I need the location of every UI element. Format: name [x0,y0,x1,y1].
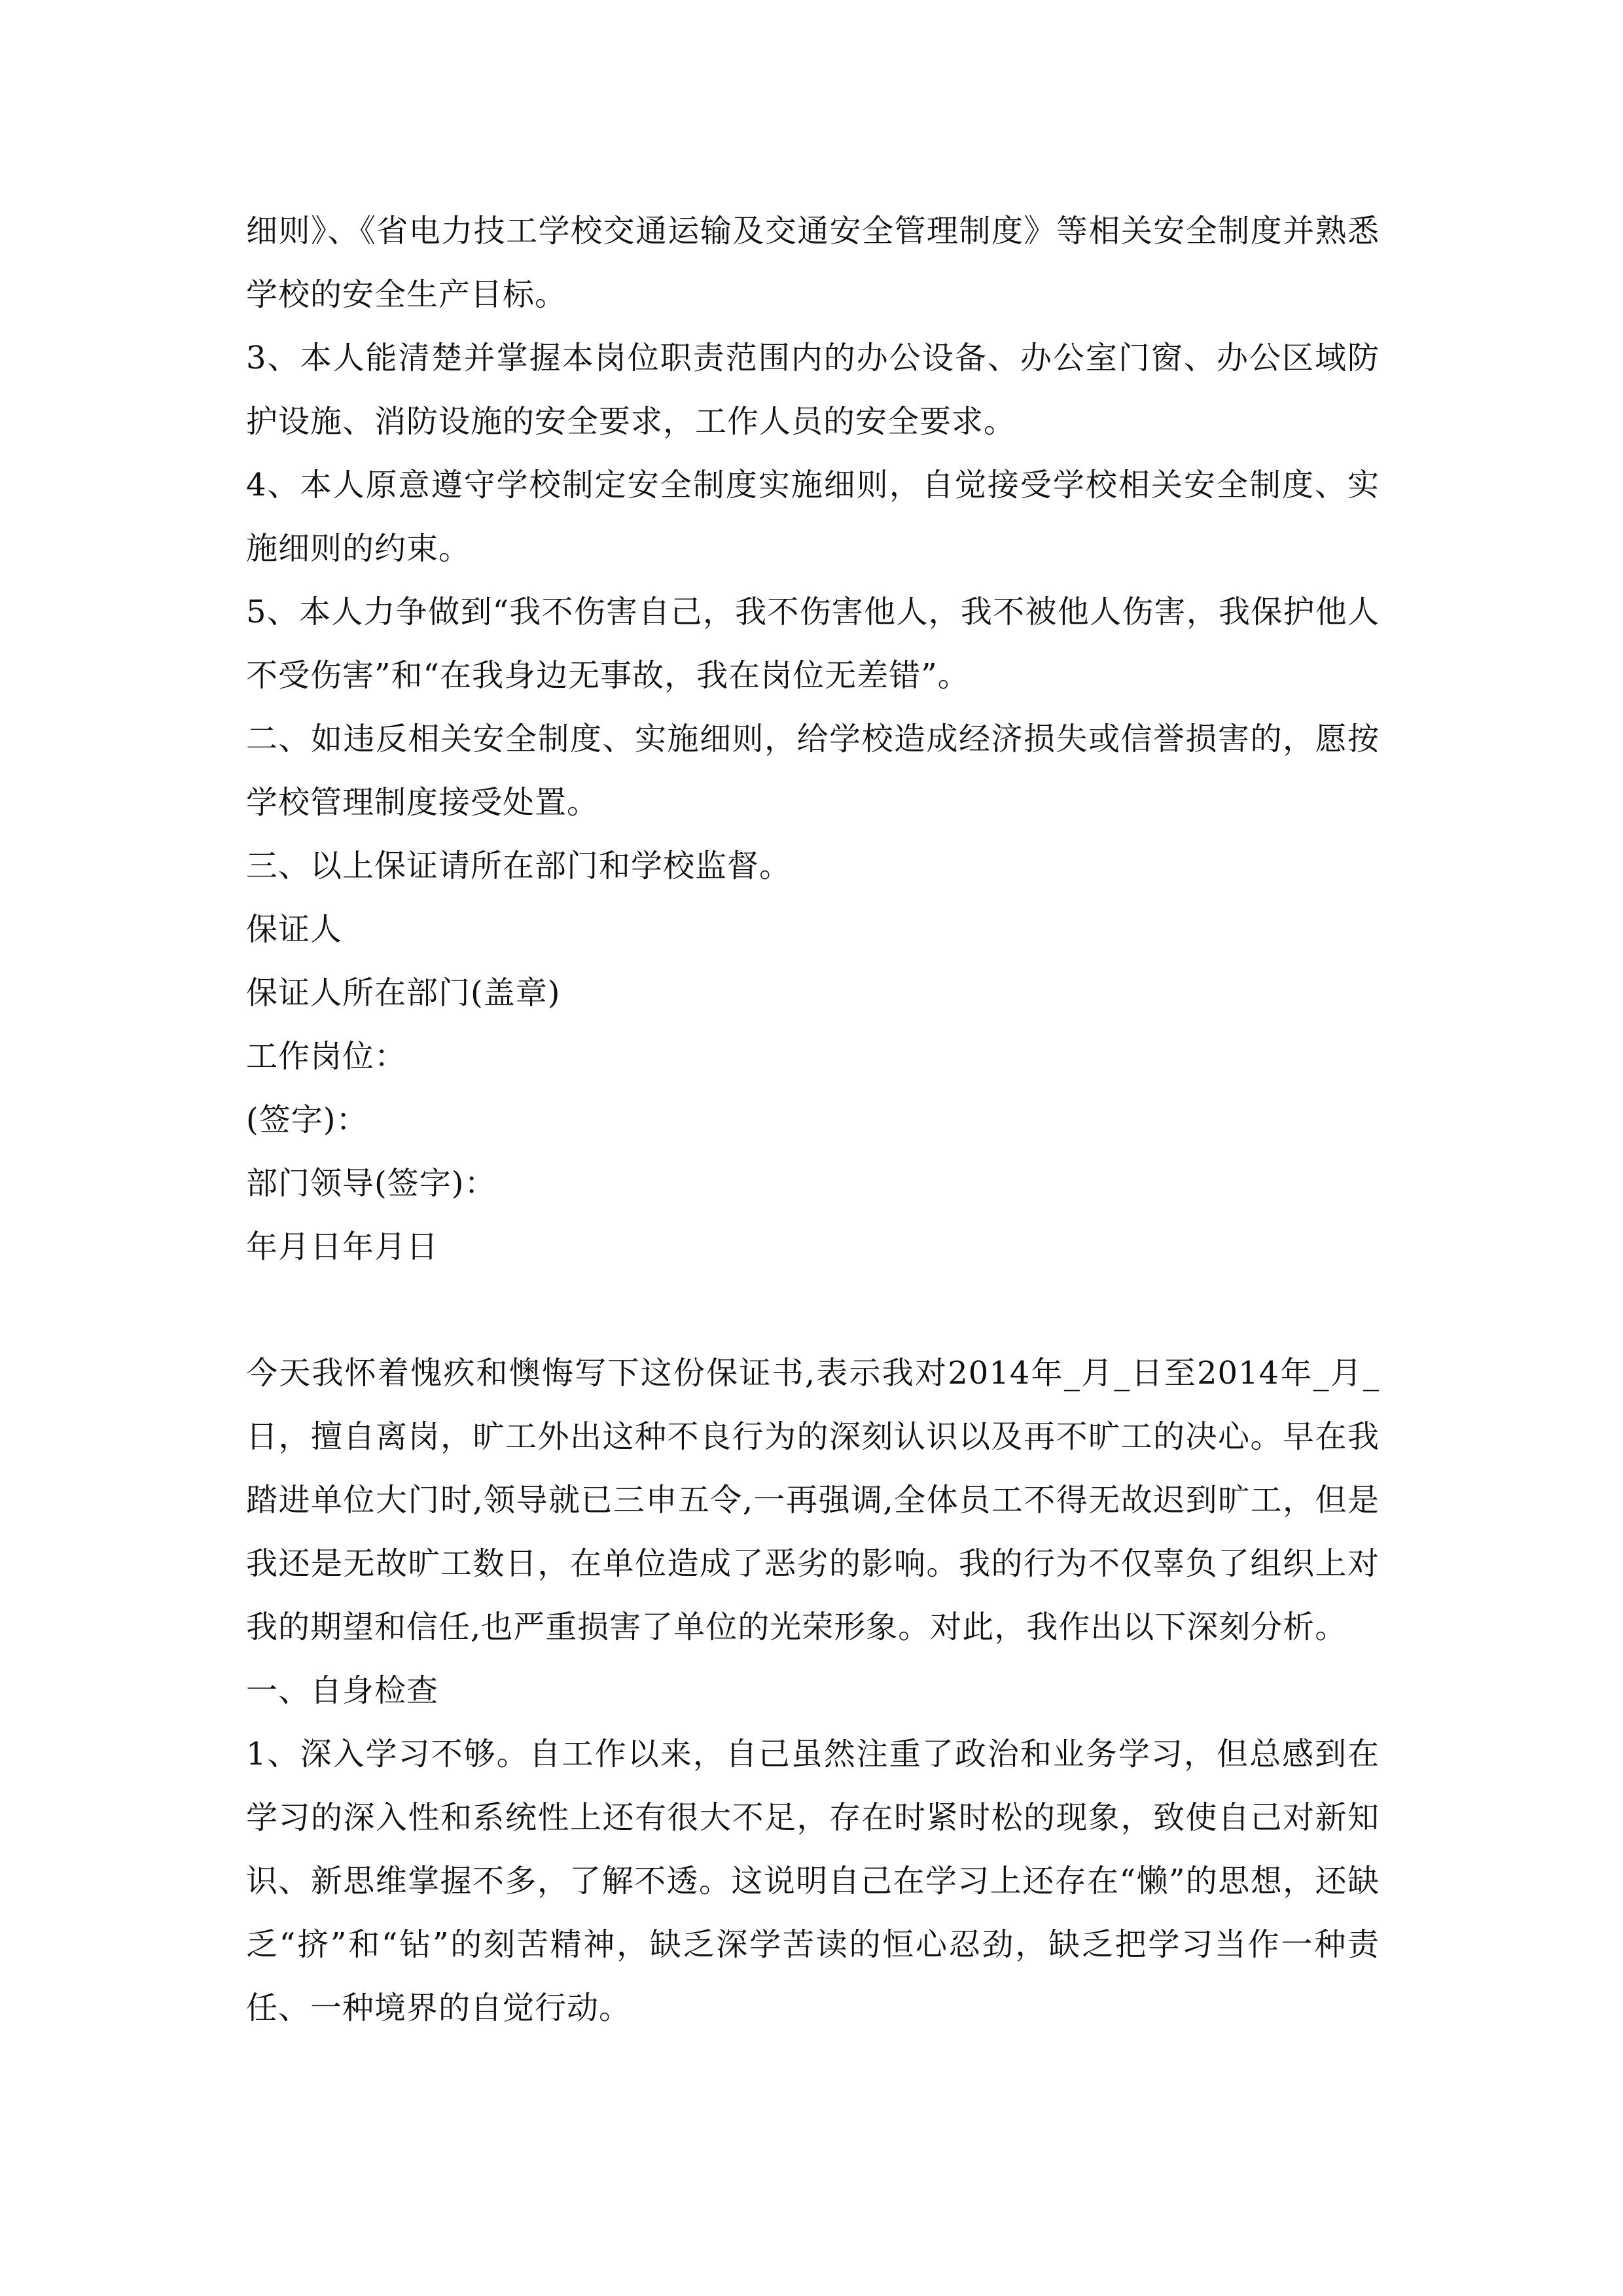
pledge-section [246,1342,1380,2040]
department-leader-signature-label: 部门领导(签字)： [246,1165,497,1202]
paragraph-intro: 今天我怀着愧疚和懊悔写下这份保证书,表示我对2014年_月_日至2014年_月_日，擅自离岗，旷工外出这种不良行为的深刻认识以及再不旷工的决心。早在我踏进单位大门时,领导就已三申五令,一再强调,全体员工不得无故迟到旷工，但是我还是无故旷工数日，在单位造成了恶劣的影响。我的行为不仅辜负了组织上对我的期望和信任,也严重损害了单位的光荣形象。对此，我作出以下深刻分析。 [246,1355,1380,1645]
guarantor-label: 保证人 [246,911,343,948]
heading-self-check: 一、自身检查 [246,1672,439,1709]
job-position-label: 工作岗位： [246,1038,407,1075]
paragraph-item-4: 4、本人原意遵守学校制定安全制度实施细则，自觉接受学校相关安全制度、实施细则的约束。 [246,467,1380,567]
paragraph-clause-2: 二、如违反相关安全制度、实施细则，给学校造成经济损失或信誉损害的，愿按学校管理制度接受处置。 [246,721,1380,821]
guarantor-department-label: 保证人所在部门(盖章) [246,975,561,1011]
signature-label: (签字)： [246,1102,368,1138]
paragraph-item-5: 5、本人力争做到“我不伤害自己，我不伤害他人，我不被他人伤害，我保护他人不受伤害”和“在我身边无事故，我在岗位无差错”。 [246,594,1380,694]
paragraph-item-3: 3、本人能清楚并掌握本岗位职责范围内的办公设备、办公室门窗、办公区域防护设施、消防设施的安全要求，工作人员的安全要求。 [246,340,1380,440]
paragraph-study-insufficient: 1、深入学习不够。自工作以来，自己虽然注重了政治和业务学习，但总感到在学习的深入性和系统性上还有很大不足，存在时紧时松的现象，致使自己对新知识、新思维掌握不多，了解不透。这说明自己在学习上还存在“懒”的思想，还缺乏“挤”和“钻”的刻苦精神，缺乏深学苦读的恒心忍劲，缺乏把学习当作一种责任、一种境界的自觉行动。 [246,1736,1380,2026]
paragraph-safety-rules: 细则》、《省电力技工学校交通运输及交通安全管理制度》等相关安全制度并熟悉学校的安全生产目标。 [246,213,1380,313]
paragraph-clause-3: 三、以上保证请所在部门和学校监督。 [246,848,792,884]
date-line: 年月日年月日 [246,1229,439,1265]
guarantee-section [246,200,1380,1279]
